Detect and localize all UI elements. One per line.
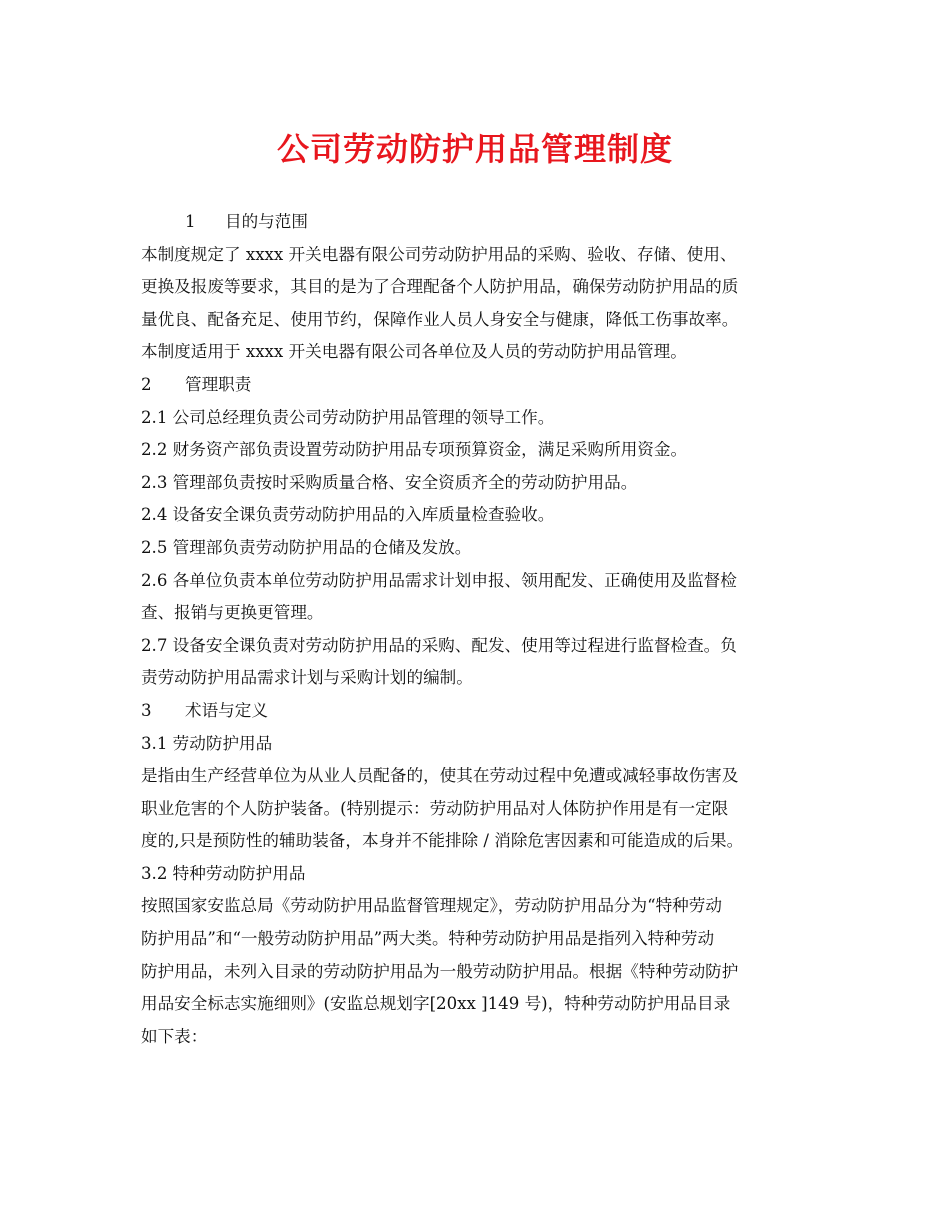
section-heading-text: 目的与范围: [225, 212, 308, 231]
paragraph-line: 3.1 劳动防护用品: [141, 733, 273, 753]
paragraph-line: 2.1 公司总经理负责公司劳动防护用品管理的领导工作。: [141, 407, 555, 427]
page-title: 公司劳动防护用品管理制度: [276, 130, 673, 168]
section-heading: [141, 206, 811, 239]
paragraph-line: 本制度适用于 xxxx 开关电器有限公司各单位及人员的劳动防护用品管理。: [141, 342, 687, 362]
paragraph-line: 2.5 管理部负责劳动防护用品的仓储及发放。: [141, 537, 472, 557]
paragraph-line: 3.2 特种劳动防护用品: [141, 863, 306, 883]
section-number: 3: [141, 700, 152, 720]
section-heading-text: 术语与定义: [185, 700, 268, 720]
paragraph-line: 更换及报废等要求，其目的是为了合理配备个人防护用品，确保劳动防护用品的质: [141, 277, 739, 297]
paragraph-line: 度的,只是预防性的辅助装备，本身并不能排除 / 消除危害因素和可能造成的后果。: [141, 831, 744, 851]
document-body: [141, 206, 811, 1053]
paragraph-line: 2.3 管理部负责按时采购质量合格、安全资质齐全的劳动防护用品。: [141, 472, 638, 492]
paragraph-line: 防护用品”和“一般劳动防护用品”两大类。特种劳动防护用品是指列入特种劳动: [141, 929, 715, 949]
section-heading-text: 管理职责: [185, 374, 252, 394]
paragraph-line: 按照国家安监总局《劳动防护用品监督管理规定》，劳动防护用品分为“特种劳动: [141, 896, 722, 916]
paragraph-line: 2.6 各单位负责本单位劳动防护用品需求计划申报、领用配发、正确使用及监督检: [141, 570, 737, 590]
paragraph-line: 查、报销与更换更管理。: [141, 603, 324, 623]
section-heading: [141, 695, 811, 728]
section-number: 1: [185, 212, 196, 231]
paragraph-line: 用品安全标志实施细则》(安监总规划字[20xx ]149 号)，特种劳动防护用品目录: [141, 994, 731, 1014]
paragraph-line: 责劳动防护用品需求计划与采购计划的编制。: [141, 668, 473, 688]
paragraph-line: 职业危害的个人防护装备。(特别提示：劳动防护用品对人体防护作用是有一定限: [141, 798, 729, 818]
section-number: 2: [141, 374, 152, 394]
section-heading: [141, 369, 811, 402]
paragraph-line: 2.2 财务资产部负责设置劳动防护用品专项预算资金，满足采购所用资金。: [141, 440, 688, 460]
paragraph-line: 是指由生产经营单位为从业人员配备的，使其在劳动过程中免遭或减轻事故伤害及: [141, 766, 739, 786]
paragraph-line: 如下表：: [141, 1026, 208, 1046]
paragraph-line: 量优良、配备充足、使用节约，保障作业人员人身安全与健康，降低工伤事故率。: [141, 309, 739, 329]
paragraph-line: 本制度规定了 xxxx 开关电器有限公司劳动防护用品的采购、验收、存储、使用、: [141, 244, 737, 264]
paragraph-line: 2.7 设备安全课负责对劳动防护用品的采购、配发、使用等过程进行监督检查。负: [141, 635, 737, 655]
paragraph-line: 防护用品，未列入目录的劳动防护用品为一般劳动防护用品。根据《特种劳动防护: [141, 961, 739, 981]
paragraph-line: 2.4 设备安全课负责劳动防护用品的入库质量检查验收。: [141, 505, 555, 525]
